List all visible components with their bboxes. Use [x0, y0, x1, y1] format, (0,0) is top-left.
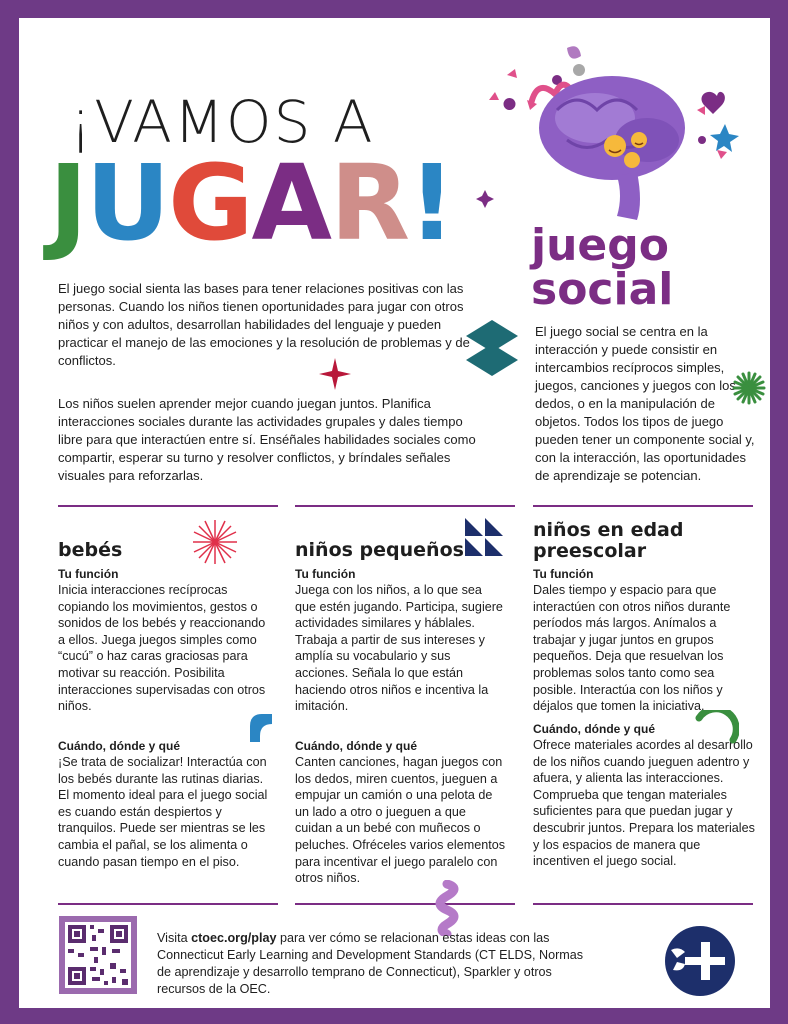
teal-diamond-icon: [464, 318, 520, 378]
footer-post: para ver cómo se relacionan estas ideas con las Connecticut Early Learning and Development Standards (CT ELDS, Normas de aprendizaje y desarrollo temprano de Connecticut), Sparkler y otros recursos de la OEC.: [157, 931, 584, 996]
footer-pre: Visita: [157, 931, 192, 945]
navy-triangles-icon: [465, 518, 505, 556]
column-heading-line1: niños en edad: [533, 519, 684, 541]
oec-logo-mark: [665, 926, 735, 996]
footer-text: [157, 930, 597, 998]
footer-divider: [58, 903, 278, 905]
side-title-line1: juego: [531, 220, 669, 271]
column-heading-bebes: bebés: [58, 539, 123, 561]
flyer-page: [19, 18, 770, 1008]
title-letter-r: R: [330, 142, 409, 264]
when-label: Cuándo, dónde y qué: [295, 739, 417, 753]
side-paragraph: El juego social se centra en la interacción y puede consistir en intercambios recíprocos simples, juegos, canciones y juegos con los dedos, o en la manipulación de objetos. Todos los tipos de juego pueden tener un componente social y, con la interacción, las oportunidades de aprendizaje se potencian.: [535, 324, 755, 483]
role-label: Tu función: [533, 567, 594, 581]
intro-paragraph-2: Los niños suelen aprender mejor cuando juegan juntos. Planifica interacciones sociales durante las actividades grupales y dales tiempo libre para que interactúen entre sí. Enséñales habilidades sociales como compartir, esperar su turno y resolver conflictos, y bríndales señales visuales para reforzarlas.: [58, 396, 476, 483]
footer-divider: [533, 903, 753, 905]
when-text: Ofrece materiales acordes al desarrollo de los niños cuando jueguen adentro y afuera, y alienta las interacciones. Comprueba que tengan materiales suficientes para que puedan jugar y descubrir juntos. Prepara los materiales y los espacios de manera que incentiven el juego social.: [533, 738, 755, 869]
when-text: Canten canciones, hagan juegos con los dedos, miren cuentos, jueguen a empujar un camión o una pelota de un lado a otro o jueguen a que cuidan a un bebé con muñecos o peluches. Ofréceles varios elementos para incentivar el juego paralelo con otros niños.: [295, 755, 505, 886]
column-heading-line2: preescolar: [533, 540, 647, 562]
side-title: [531, 220, 674, 315]
title-line2: [49, 142, 454, 264]
role-text: Inicia interacciones recíprocas copiando los movimientos, gestos o sonidos de los bebés y reaccionando a ellos. Juega juegos simples como “cucú” o haz caras graciosas para motivar su reacción. Posibilita interacciones supervisadas con otros niños.: [58, 583, 266, 714]
blue-corner-icon: [250, 714, 272, 742]
title-exclamation: !: [408, 142, 454, 264]
oec-logo: [665, 926, 735, 996]
title-letter-g: G: [168, 142, 252, 264]
role-label: Tu función: [295, 567, 356, 581]
role-label: Tu función: [58, 567, 119, 581]
column-divider: [58, 505, 278, 507]
footer-link[interactable]: ctoec.org/play: [191, 931, 277, 945]
qr-code-pattern: [59, 916, 137, 994]
brain-illustration: [467, 40, 757, 230]
column-heading-preescolar: [533, 520, 683, 562]
column-heading-ninos-pequenos: niños pequeños: [295, 539, 464, 561]
title-letter-u: U: [85, 142, 169, 264]
green-arc-icon: [695, 710, 739, 750]
when-text: ¡Se trata de socializar! Interactúa con los bebés durante las rutinas diarias. El momento ideal para el juego social es cuando están despiertos y tranquilos. Puede ser mientras se les cambia el pañal, se los alimenta o cuando pasan tiempo en el piso.: [58, 755, 268, 869]
title-letter-j: J: [49, 142, 86, 264]
role-text: Juega con los niños, a lo que sea que estén jugando. Participa, sugiere actividades similares y háblales. Trabaja a partir de sus intereses y amplía su vocabulario y sus acciones. Señala lo que están haciendo otros niños e incentiva la imitación.: [295, 583, 503, 714]
role-text: Dales tiempo y espacio para que interactúen con otros niños durante períodos más largos. Anímalos a trabajar y jugar juntos en grupos pequeños. Deja que resuelvan los problemas solos tanto como sea posible. Interactúa con los niños y déjalos que tomen la iniciativa.: [533, 583, 731, 714]
when-label: Cuándo, dónde y qué: [58, 739, 180, 753]
when-label: Cuándo, dónde y qué: [533, 722, 655, 736]
red-starburst-icon: [191, 518, 239, 566]
green-burst-icon: [732, 371, 766, 405]
red-sparkle-icon: [319, 358, 351, 390]
column-divider: [295, 505, 515, 507]
purple-squiggle-icon: [429, 880, 465, 936]
footer-divider: [295, 903, 515, 905]
side-title-line2: social: [531, 264, 674, 315]
qr-code[interactable]: [59, 916, 137, 994]
title-letter-a: A: [251, 142, 331, 264]
title-line1: ¡VAMOS A: [69, 88, 375, 156]
column-divider: [533, 505, 753, 507]
intro-paragraph-1: El juego social sienta las bases para tener relaciones positivas con las personas. Cuando los niños tienen oportunidades para jugar con otros niños y con adultos, desarrollan habilidades del lenguaje y pueden practicar el manejo de las emociones y la resolución de problemas y de conflictos.: [58, 281, 470, 368]
